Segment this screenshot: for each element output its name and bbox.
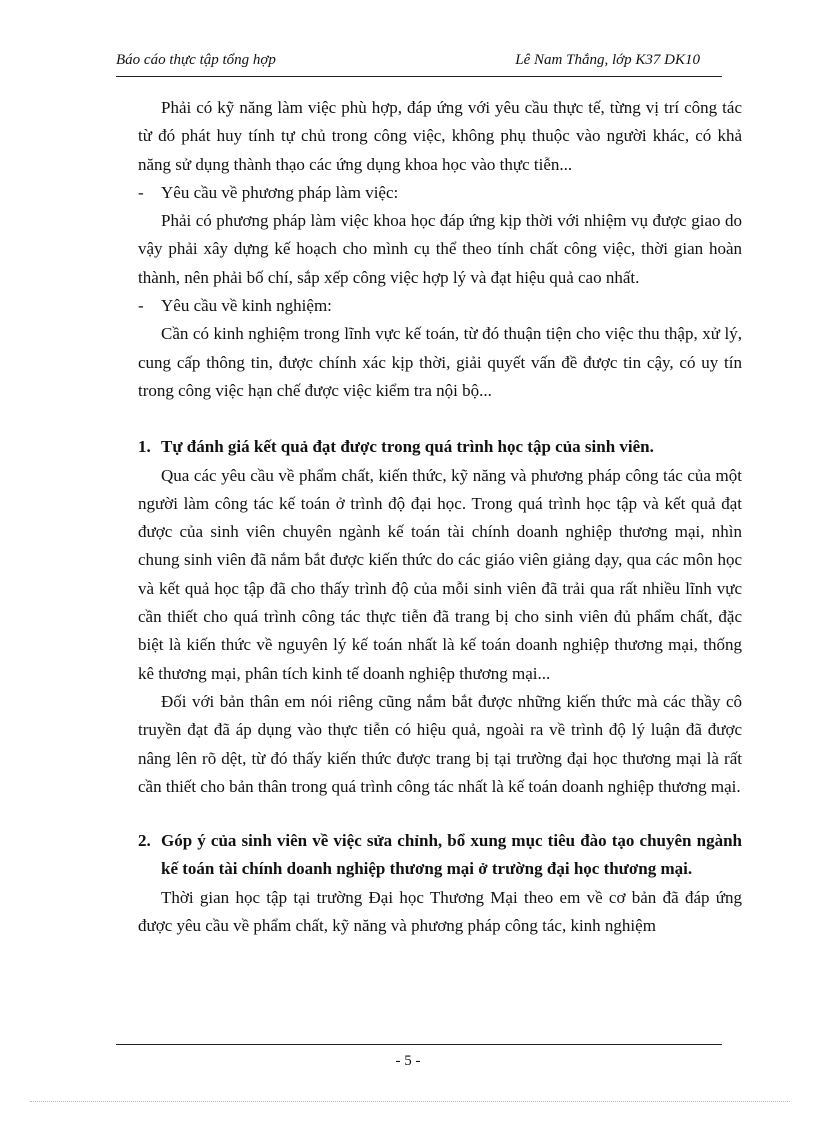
paragraph-work-method: Phải có phương pháp làm việc khoa học đáp ứng kịp thời với nhiệm vụ được giao do vậy phải xây dựng kế hoạch cho mình cụ thể theo tính chất công việc, thời gian hoàn thành, nên phải bố chí, sắp xếp công việc hợp lý và đạt hiệu quả cao nhất. [138, 211, 742, 287]
paragraph-skills: Phải có kỹ năng làm việc phù hợp, đáp ứng với yêu cầu thực tế, từng vị trí công tác từ đó phát huy tính tự chủ trong công việc, không phụ thuộc vào người khác, có khả năng sử dụng thành thạo các ứng dụng khoa học vào thực tiễn... [138, 98, 742, 174]
bullet-work-method [138, 179, 742, 207]
bullet-dash: - [138, 182, 144, 202]
section-number: 2. [138, 831, 151, 851]
header-report-title: Báo cáo thực tập tổng hợp [116, 52, 276, 68]
header-author: Lê Nam Thắng, lớp K37 DK10 [515, 52, 700, 68]
page-body [138, 94, 742, 940]
spacer [138, 405, 742, 433]
page-bottom-divider [30, 1101, 790, 1102]
bullet-label: Yêu cầu về kinh nghiệm: [161, 296, 332, 316]
paragraph-self-assessment: Qua các yêu cầu về phẩm chất, kiến thức, kỹ năng và phương pháp công tác của một người làm công tác kế toán ở trình độ đại học. Trong quá trình học tập và kết quả đạt được của sinh viên chuyên ngành kế toán tài chính doanh nghiệp thương mại, nhìn chung sinh viên đã nắm bắt được kiến thức do các giáo viên giảng dạy, qua các môn học và kết quả học tập đã cho thấy trình độ của mỗi sinh viên đã trải qua rất nhiều lĩnh vực cần thiết cho quá trình công tác thực tiễn đã trang bị cho sinh viên đủ phẩm chất, đặc biệt là kiến thức về nguyên lý kế toán nhất là kế toán doanh nghiệp thương mại, thống kê thương mại, phân tích kinh tế doanh nghiệp thương mại... [138, 465, 742, 683]
paragraph-experience: Cần có kinh nghiệm trong lĩnh vực kế toán, từ đó thuận tiện cho việc thu thập, xử lý, cung cấp thông tin, được chính xác kịp thời, giải quyết vấn đề được tin cậy, có uy tín trong công việc hạn chế được việc kiểm tra nội bộ... [138, 324, 742, 400]
section-heading-2 [138, 827, 742, 884]
paragraph-study-time: Thời gian học tập tại trường Đại học Thương Mại theo em về cơ bản đã đáp ứng được yêu cầu về phẩm chất, kỹ năng và phương pháp công tác, kinh nghiệm [138, 887, 742, 936]
header-divider [116, 76, 722, 77]
section-number: 1. [138, 437, 151, 457]
section-title: Tự đánh giá kết quả đạt được trong quá trình học tập của sinh viên. [161, 437, 654, 457]
bullet-label: Yêu cầu về phương pháp làm việc: [161, 182, 399, 202]
bullet-dash: - [138, 296, 144, 316]
spacer [138, 801, 742, 827]
section-heading-1 [138, 433, 742, 461]
section-title: Góp ý của sinh viên về việc sửa chỉnh, bổ xung mục tiêu đào tạo chuyên ngành kế toán tài chính doanh nghiệp thương mại ở trường đại học thương mại. [161, 831, 742, 879]
footer-divider [116, 1044, 722, 1045]
bullet-experience [138, 292, 742, 320]
page-header [116, 52, 722, 74]
page-number: - 5 - [395, 1053, 421, 1069]
paragraph-personal: Đối với bản thân em nói riêng cũng nắm bắt được những kiến thức mà các thầy cô truyền đạt đã áp dụng vào thực tiễn có hiệu quả, ngoài ra về trình độ lý luận đã được nâng lên rõ dệt, từ đó thấy kiến thức được trang bị tại trường đại học thương mại là rất cần thiết cho bản thân trong quá trình công tác nhất là kế toán doanh nghiệp thương mại. [138, 691, 742, 796]
